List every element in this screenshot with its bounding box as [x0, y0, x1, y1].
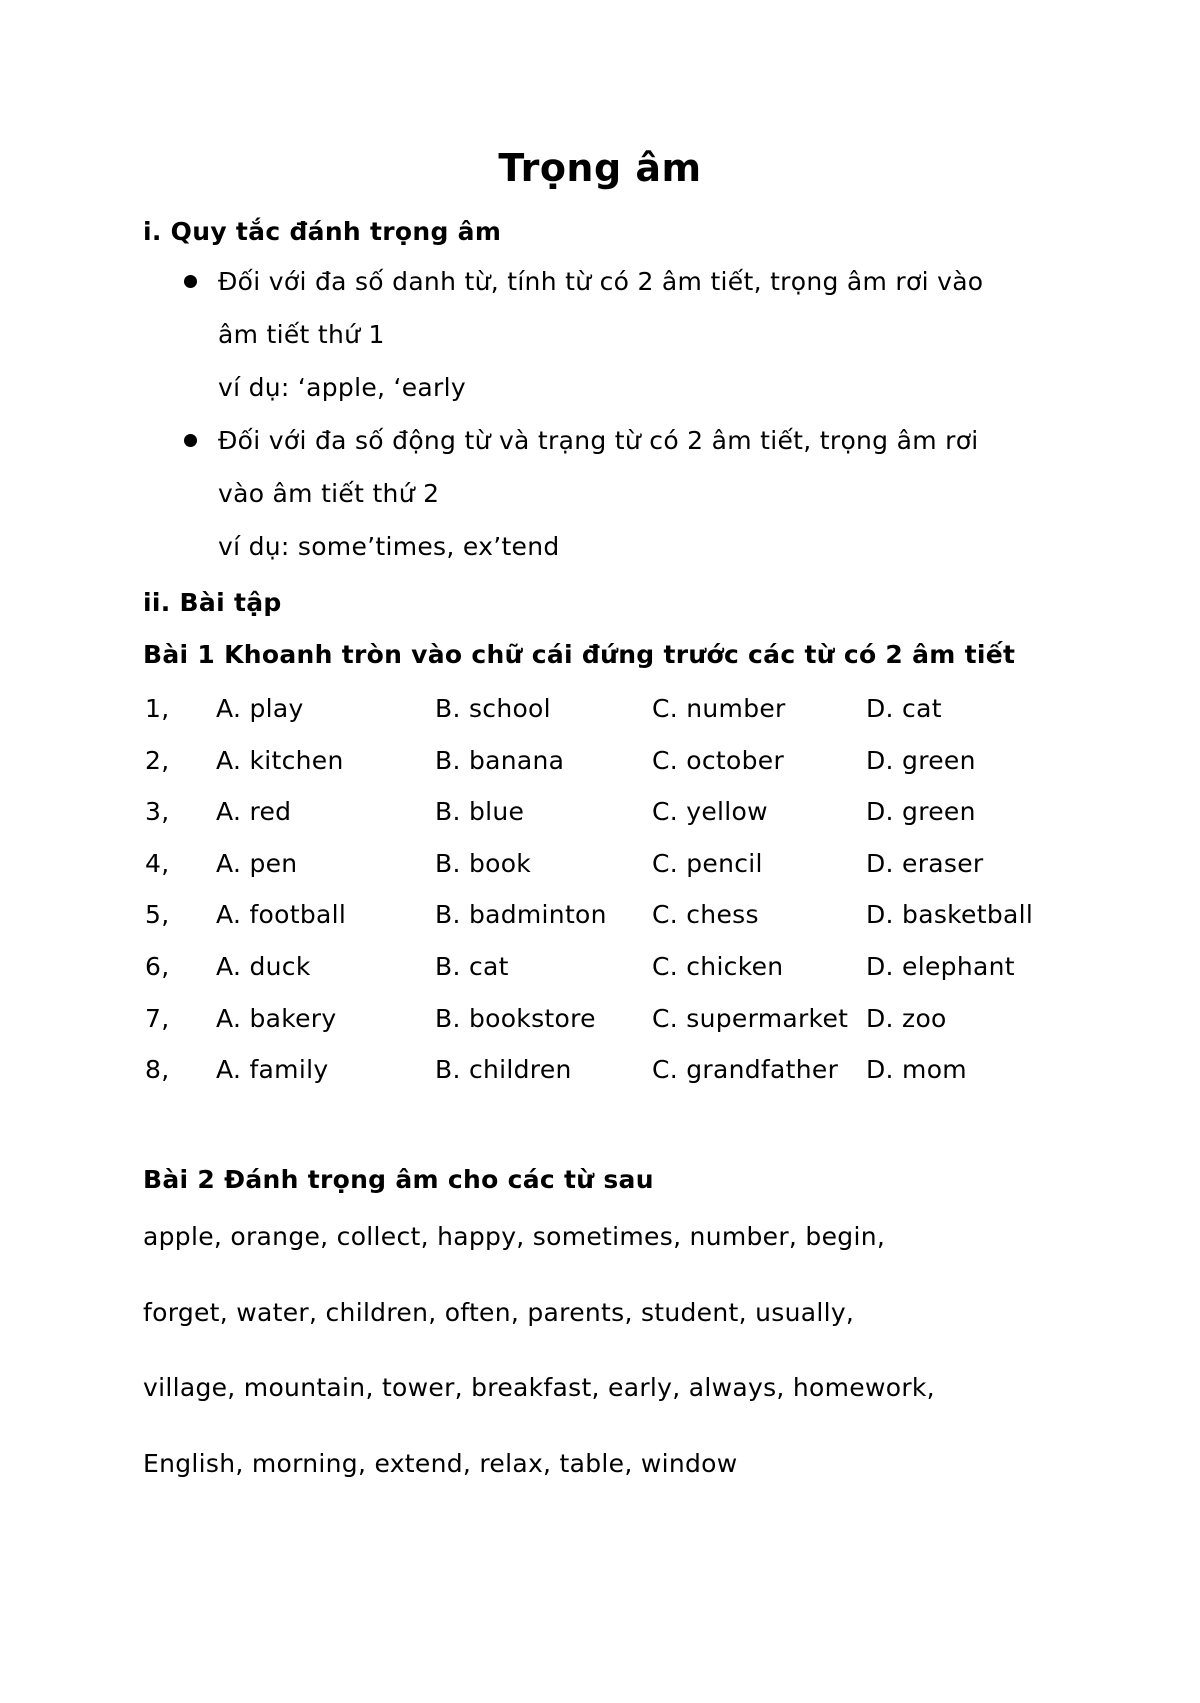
- row-number: 2,: [145, 745, 170, 775]
- option-d: D. green: [866, 797, 976, 827]
- bullet-text: âm tiết thứ 1: [218, 320, 385, 349]
- option-c: C. yellow: [652, 797, 768, 827]
- bullet-icon: [184, 434, 197, 447]
- option-c: C. chess: [652, 900, 759, 930]
- exercise1-table: [143, 683, 1200, 1096]
- option-d: D. zoo: [866, 1003, 947, 1033]
- bullet-text: Đối với đa số danh từ, tính từ có 2 âm tiết, trọng âm rơi vào: [218, 267, 984, 296]
- option-c: C. number: [652, 694, 786, 723]
- option-b: B. cat: [435, 951, 509, 981]
- exercise2-heading: Bài 2 Đánh trọng âm cho các từ sau: [143, 1165, 654, 1194]
- option-b: B. badminton: [435, 900, 607, 930]
- option-a: A. football: [216, 900, 347, 930]
- option-b: B. bookstore: [435, 1003, 596, 1033]
- option-d: D. mom: [866, 1055, 967, 1085]
- option-b: B. blue: [435, 797, 525, 827]
- word-list-line: apple, orange, collect, happy, sometimes, number, begin,: [143, 1222, 886, 1251]
- option-b: B. children: [435, 1055, 572, 1085]
- bullet-text: Đối với đa số động từ và trạng từ có 2 âm tiết, trọng âm rơi: [218, 426, 979, 455]
- bullet-item: [143, 255, 1140, 414]
- page-title: Trọng âm: [498, 146, 702, 190]
- row-number: 1,: [145, 694, 170, 723]
- option-a: A. kitchen: [216, 745, 344, 775]
- table-row: [143, 683, 1200, 735]
- table-row: [143, 735, 1200, 787]
- option-b: B. banana: [435, 745, 565, 775]
- rules-heading: i. Quy tắc đánh trọng âm: [143, 217, 502, 246]
- word-list-line: English, morning, extend, relax, table, window: [143, 1448, 738, 1478]
- row-number: 4,: [145, 848, 170, 878]
- exercise1-heading: Bài 1 Khoanh tròn vào chữ cái đứng trước các từ có 2 âm tiết: [143, 640, 1016, 669]
- bullet-text: ví dụ: some’times, ex’tend: [218, 532, 560, 561]
- option-a: A. bakery: [216, 1003, 337, 1033]
- bullet-example: [143, 520, 1140, 573]
- option-c: C. pencil: [652, 848, 763, 878]
- option-d: D. basketball: [866, 900, 1034, 930]
- option-a: A. family: [216, 1055, 329, 1085]
- bullet-line: [143, 255, 1140, 308]
- row-number: 3,: [145, 797, 170, 827]
- option-a: A. red: [216, 797, 292, 827]
- option-b: B. book: [435, 848, 532, 878]
- option-d: D. elephant: [866, 951, 1015, 981]
- table-row: [143, 786, 1200, 838]
- exercise2-word-list: [143, 1199, 1160, 1501]
- rules-bullet-list: [143, 255, 1140, 573]
- bullet-text: ví dụ: ‘apple, ‘early: [218, 373, 466, 402]
- option-c: C. chicken: [652, 951, 784, 981]
- option-a: A. pen: [216, 848, 298, 878]
- table-row: [143, 838, 1200, 890]
- option-c: C. supermarket: [652, 1003, 849, 1033]
- bullet-line: [143, 308, 1140, 361]
- option-c: C. october: [652, 745, 785, 775]
- option-d: D. green: [866, 745, 976, 775]
- option-c: C. grandfather: [652, 1055, 839, 1085]
- row-number: 6,: [145, 951, 170, 981]
- table-row: [143, 889, 1200, 941]
- table-row: [143, 993, 1200, 1045]
- table-row: [143, 1044, 1200, 1096]
- row-number: 5,: [145, 900, 170, 930]
- row-number: 7,: [145, 1003, 170, 1033]
- exercises-heading: ii. Bài tập: [143, 588, 282, 617]
- word-list-line: village, mountain, tower, breakfast, early, always, homework,: [143, 1373, 935, 1402]
- option-a: A. play: [216, 694, 304, 723]
- option-d: D. eraser: [866, 848, 984, 878]
- option-a: A. duck: [216, 951, 311, 981]
- option-b: B. school: [435, 694, 551, 723]
- bullet-line: [143, 467, 1140, 520]
- table-row: [143, 941, 1200, 993]
- bullet-line: [143, 414, 1140, 467]
- bullet-example: [143, 361, 1140, 414]
- row-number: 8,: [145, 1055, 170, 1085]
- option-d: D. cat: [866, 694, 942, 723]
- bullet-icon: [184, 275, 197, 288]
- bullet-item: [143, 414, 1140, 573]
- word-list-line: forget, water, children, often, parents, student, usually,: [143, 1297, 855, 1327]
- bullet-text: vào âm tiết thứ 2: [218, 479, 440, 508]
